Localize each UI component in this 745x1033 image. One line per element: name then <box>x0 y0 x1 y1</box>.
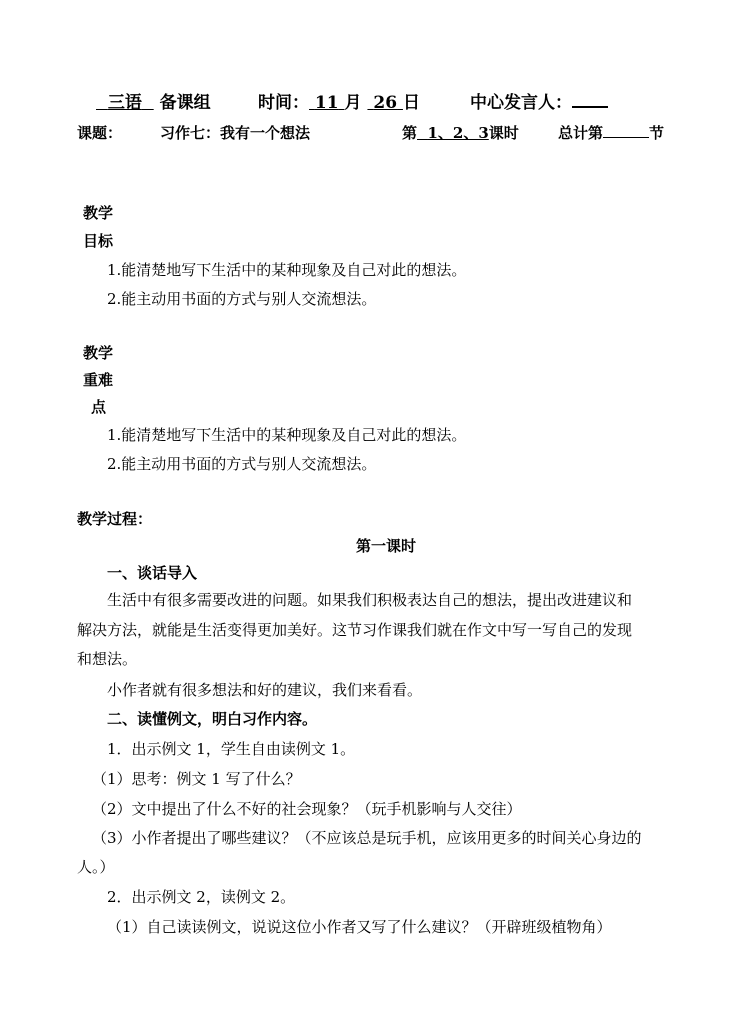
objectives-heading-1: 教学 <box>83 204 114 222</box>
objective-item-1: 1.能清楚地写下生活中的某种现象及自己对此的想法。 <box>107 261 467 279</box>
paragraph-1-line-1: 生活中有很多需要改进的问题。如果我们积极表达自己的想法，提出改进建议和 <box>107 591 633 609</box>
speaker-label: 中心发言人： <box>470 93 572 113</box>
paragraph-1-line-3: 和想法。 <box>77 650 138 668</box>
lesson-title: 第一课时 <box>356 537 417 555</box>
keypoint-item-2: 2.能主动用书面的方式与别人交流想法。 <box>107 455 377 473</box>
question-2: （2）文中提出了什么不好的社会现象？（玩手机影响与人交往） <box>92 800 522 818</box>
lesson-count <box>402 122 519 143</box>
question-4: （1）自己读读例文，说说这位小作者又写了什么建议？（开辟班级植物角） <box>107 918 612 936</box>
total-blank <box>603 123 649 138</box>
keypoint-item-1: 1.能清楚地写下生活中的某种现象及自己对此的想法。 <box>107 426 467 444</box>
speaker-blank <box>572 92 608 108</box>
topic-title: 习作七：我有一个想法 <box>160 124 311 142</box>
total-count <box>558 122 664 143</box>
group-subject: 三语 <box>107 93 142 113</box>
paragraph-1-line-2: 解决方法，就能是生活变得更加美好。这节习作课我们就在作文中写一写自己的发现 <box>77 621 633 639</box>
lesson-suffix: 课时 <box>488 124 519 142</box>
group-label: 备课组 <box>159 93 211 113</box>
objectives-heading-2: 目标 <box>83 232 114 250</box>
total-label: 总计第 <box>558 124 604 142</box>
month-unit: 月 <box>344 93 362 113</box>
lesson-numbers: 1、2、3 <box>427 124 489 142</box>
step-2: 2．出示例文 2，读例文 2。 <box>107 888 296 906</box>
keypoints-heading-2: 重难 <box>83 371 114 389</box>
topic-label: 课题： <box>77 124 123 142</box>
header-line <box>96 88 211 113</box>
time-field <box>258 88 420 113</box>
time-label: 时间： <box>258 93 309 113</box>
section-2-heading: 二、读懂例文，明白习作内容。 <box>107 710 318 728</box>
section-1-heading: 一、谈话导入 <box>107 564 198 582</box>
speaker-field <box>470 88 608 113</box>
keypoints-heading-3: 点 <box>91 398 107 416</box>
step-1: 1．出示例文 1，学生自由读例文 1。 <box>107 740 356 758</box>
process-heading: 教学过程： <box>77 510 153 528</box>
lesson-prefix: 第 <box>402 124 418 142</box>
question-3-line-1: （3）小作者提出了哪些建议？（不应该总是玩手机，应该用更多的时间关心身边的 <box>92 829 642 847</box>
objective-item-2: 2.能主动用书面的方式与别人交流想法。 <box>107 290 377 308</box>
day-value: 26 <box>373 93 398 113</box>
paragraph-2: 小作者就有很多想法和好的建议，我们来看看。 <box>107 681 423 699</box>
question-1: （1）思考：例文 1 写了什么？ <box>92 770 301 788</box>
keypoints-heading-1: 教学 <box>83 344 114 362</box>
month-value: 11 <box>314 93 339 113</box>
day-unit: 日 <box>402 93 420 113</box>
question-3-line-2: 人。） <box>77 858 115 876</box>
total-suffix: 节 <box>649 124 665 142</box>
